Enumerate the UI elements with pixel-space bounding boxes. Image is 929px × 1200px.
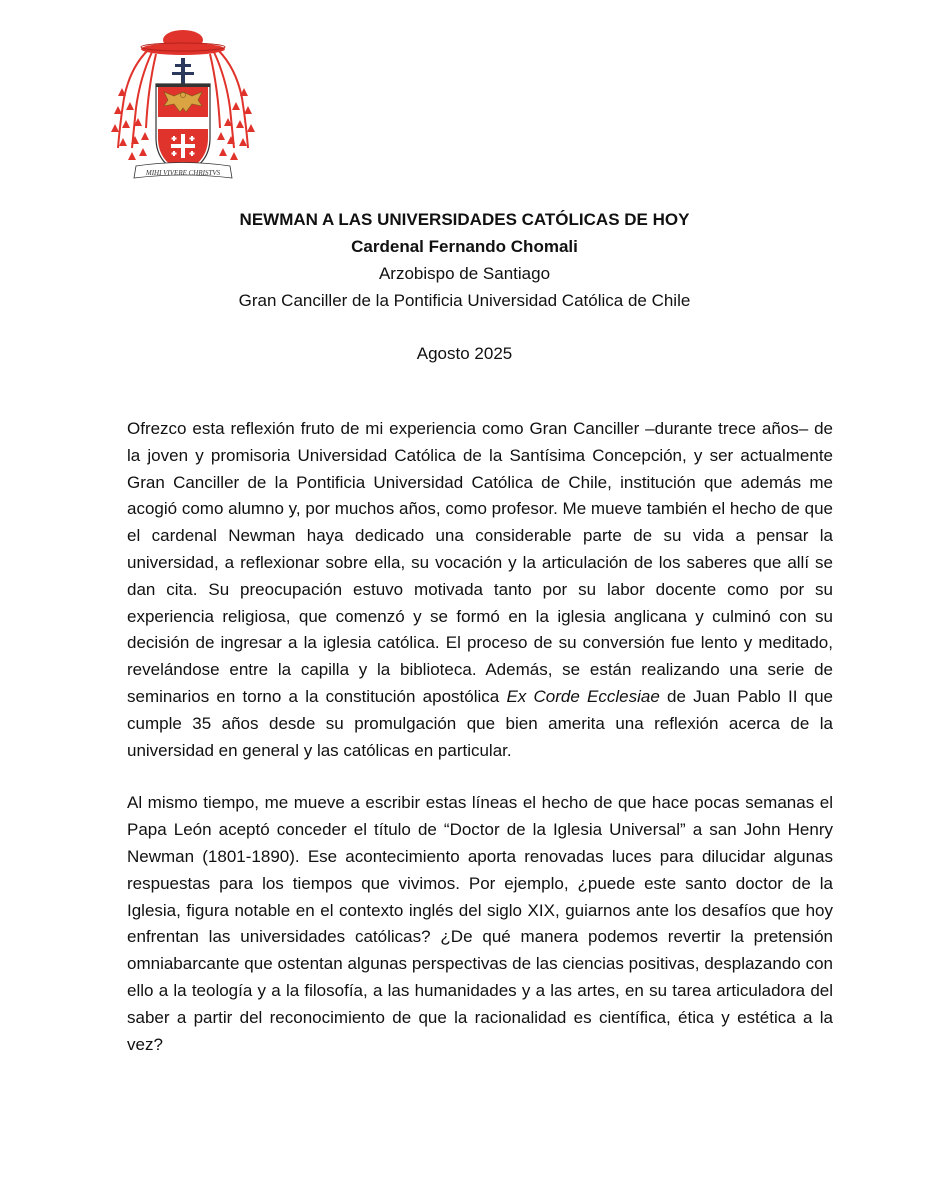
paragraph xyxy=(127,416,833,764)
coat-of-arms-logo xyxy=(108,28,258,186)
author-role-1: Arzobispo de Santiago xyxy=(378,264,551,283)
paragraph-text: de Juan Pablo II que cumple 35 años desde su promulgación que bien amerita una reflexión acerca de la universidad en general y las católicas en particular. xyxy=(127,686,834,760)
paragraph-text: Al mismo tiempo, me mueve a escribir estas líneas el hecho de que hace pocas semanas el Papa León aceptó conceder el título de “Doctor de la Iglesia Universal” a san John Henry Newman (1801-1890). Ese acontecimiento aporta renovadas luces para dilucidar algunas respuestas para los tiempos que vivimos. Por ejemplo, ¿puede este santo doctor de la Iglesia, figura notable en el contexto inglés del siglo XIX, guiarnos ante los desafíos que hoy enfrentan las universidades católicas? ¿De qué manera podemos revertir la pretensión omniabarcante que ostentan algunas perspectivas de las ciencias positivas, desplazando con ello a la teología y a la filosofía, a las humanidades y a las artes, en su tarea articuladora del saber a partir del reconocimiento de que la racionalidad es científica, ética y estética a la vez? xyxy=(127,793,833,1054)
document-title: NEWMAN A LAS UNIVERSIDADES CATÓLICAS DE HOY xyxy=(239,210,690,229)
motto-text: MIHI VIVERE CHRISTVS xyxy=(145,169,221,177)
document-header xyxy=(0,206,929,367)
paragraph xyxy=(127,790,833,1058)
italic-title: Ex Corde Ecclesiae xyxy=(506,686,660,706)
author-name: Cardenal Fernando Chomali xyxy=(351,237,578,256)
cardinal-hat-icon xyxy=(141,30,225,55)
paragraph-text: Ofrezco esta reflexión fruto de mi experiencia como Gran Canciller –durante trece años– de la joven y promisoria Universidad Católica de la Santísima Concepción, y ser actualmente Gran Canciller de la Pontificia Universidad Católica de Chile, institución que además me acogió como alumno y, por muchos años, como profesor. Me mueve también el hecho de que el cardenal Newman haya dedicado una considerable parte de su vida a pensar la universidad, a reflexionar sobre ella, su vocación y la articulación de los saberes que allí se dan cita. Su preocupación estuvo motivada tanto por su labor docente como por su experiencia religiosa, que comenzó y se formó en la iglesia anglicana y culminó con su decisión de ingresar a la iglesia católica. El proceso de su conversión fue lento y meditado, revelándose entre la capilla y la biblioteca. Además, se están realizando una serie de seminarios en torno a la constitución apostólica xyxy=(127,419,833,706)
motto-scroll xyxy=(134,163,232,179)
jerusalem-cross-icon xyxy=(171,134,195,158)
document-date: Agosto 2025 xyxy=(416,344,513,363)
author-role-2: Gran Canciller de la Pontificia Universidad Católica de Chile xyxy=(238,291,691,310)
shield-icon xyxy=(156,84,210,174)
document-body xyxy=(127,416,833,1084)
cross-icon xyxy=(172,58,194,86)
